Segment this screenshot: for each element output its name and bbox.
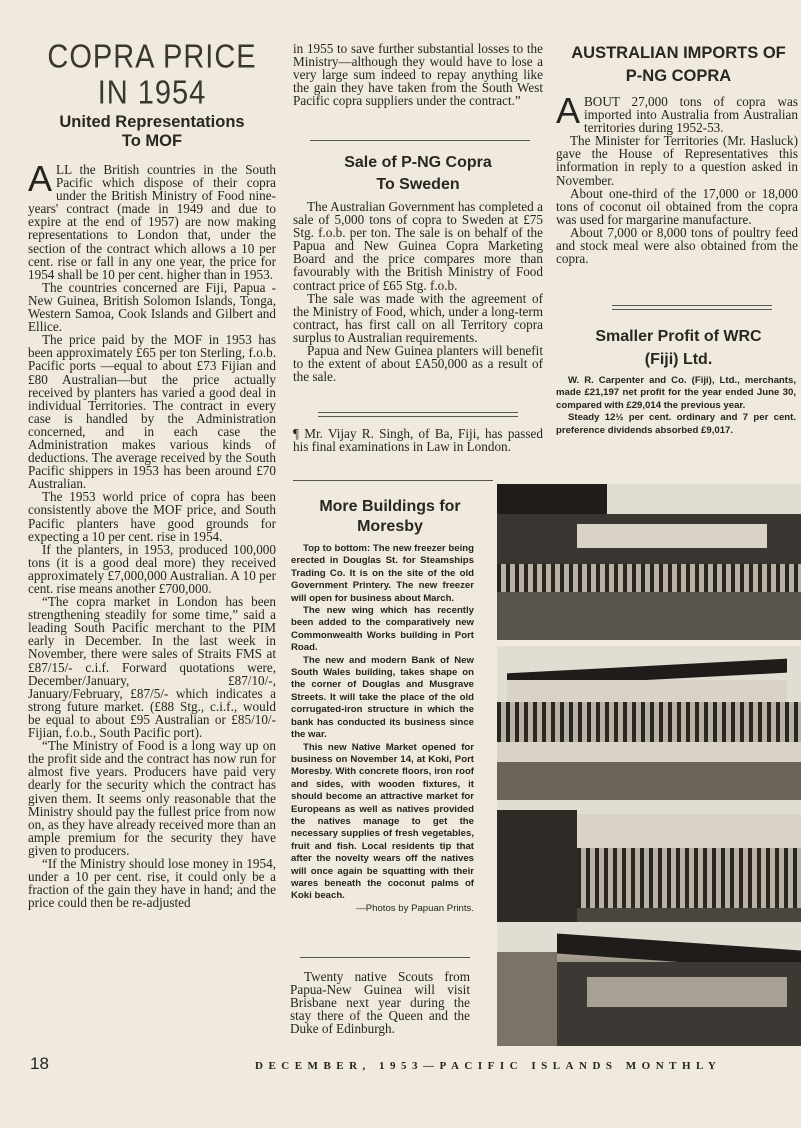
article-paragraph: The price paid by the MOF in 1953 has been approximately £65 per ton Sterling, f.o.b. Pacific ports —equal to about £73 Fijian and £80 Australian—but the price actually received by planters has varied a good deal in individual Territories. The contract in every case is handled by the Administration concerned, and in each case the Administration makes various kinds of deductions. The average received by the South Pacific shippers in 1953 has been around £70 Australian. — [28, 332, 276, 492]
article-paragraph: “The Ministry of Food is a long way up on the profit side and the contract has now run for almost five years. Producers have paid very dearly for the security which the contract has given them. It seems only reasonable that the Ministry should pay the fullest price from now on, as they have already received more than an ample premium for the security they have given to producers. — [28, 738, 276, 858]
sweden-article — [293, 200, 543, 383]
page-number: 18 — [30, 1054, 49, 1073]
wrc-heading — [556, 325, 801, 371]
imports-heading — [556, 42, 801, 88]
subheading-line-1: United Representations — [59, 113, 245, 131]
copra-price-headline — [28, 40, 276, 111]
article-paragraph: The sale was made with the agreement of the Ministry of Food, which, under a long-term contract, has first call on all Territory copra surplus to Australian requirements. — [293, 290, 543, 345]
divider — [310, 140, 530, 141]
article-paragraph: About 7,000 or 8,000 tons of poultry feed and stock meal were also obtained from the copra. — [556, 224, 798, 267]
imports-article — [556, 90, 798, 267]
page-footer — [0, 1054, 801, 1084]
article-paragraph: Papua and New Guinea planters will benefit to the extent of about £A50,000 as a result of the sale. — [293, 343, 543, 385]
sweden-heading-line-2: To Sweden — [376, 176, 460, 193]
scouts-note-text: Twenty native Scouts from Papua-New Guinea will visit Brisbane next year during the stay there of the Queen and the Duke of Edinburgh. — [290, 969, 470, 1037]
article-paragraph: “If the Ministry should lose money in 1954, under a 10 per cent. rise, it could only be a fraction of the gain they have in hand; and the price could then be re-adjusted — [28, 855, 276, 911]
article-paragraph: ABOUT 27,000 tons of copra was imported into Australia from Australian territories during 1952-53. — [556, 90, 798, 136]
photo-commonwealth-works-building — [497, 646, 801, 802]
article-paragraph: The 1953 world price of copra has been consistently above the MOF price, and South Pacific planters have good grounds for expecting a 10 per cent. rise in 1954. — [28, 489, 276, 544]
divider — [300, 957, 470, 958]
article-paragraph: ALL the British countries in the South Pacific which dispose of their copra under the British Ministry of Food nine-years' contract (made in 1949 and due to expire at the end of 1957) are now making representations to London that, under the section of the contract which allows a 10 per cent. rise or fall in any one year, the price for 1954 shall be 10 per cent. higher than in 1953. — [28, 158, 276, 282]
moresby-heading — [300, 497, 480, 537]
article-paragraph: W. R. Carpenter and Co. (Fiji), Ltd., merchants, made £21,197 net profit for the year ended June 30, compared with £29,014 the previous year. — [556, 375, 796, 411]
wrc-article — [556, 375, 796, 437]
copra-price-article — [28, 158, 276, 911]
moresby-heading-line-2: Moresby — [357, 518, 423, 535]
divider — [612, 305, 772, 310]
divider — [318, 412, 518, 417]
scouts-note — [290, 970, 470, 1035]
sweden-heading-line-1: Sale of P-NG Copra — [344, 154, 492, 171]
drop-cap: A — [28, 158, 53, 199]
article-paragraph: Steady 12½ per cent. ordinary and 7 per cent. preference dividends absorbed £9,017. — [556, 412, 796, 436]
photo-credit: —Photos by Papuan Prints. — [356, 902, 474, 914]
footer-publication-line: DECEMBER, 1953—PACIFIC ISLANDS MONTHLY — [255, 1060, 722, 1072]
article-paragraph: If the planters, in 1953, produced 100,000 tons (it is a good deal more) they received approximately £7,000,000 Australian. A 10 per cent. rise means another £700,000. — [28, 541, 276, 596]
copra-price-continuation — [293, 42, 543, 107]
imports-heading-line-2: P-NG COPRA — [625, 67, 732, 85]
continuation-paragraph: in 1955 to save further substantial losses to the Ministry—although they would have to lose a very large sum indeed to repay anything like the gain they have taken from the South West Pacific copra suppliers under the contract.” — [293, 41, 543, 109]
caption-paragraph: The new wing which has recently been added to the comparatively new Commonwealth Works building in Port Road. — [291, 605, 474, 654]
article-paragraph: About one-third of the 17,000 or 18,000 tons of coconut oil obtained from the copra was used for margarine manufacture. — [556, 185, 798, 227]
article-paragraph: “The copra market in London has been strengthening steadily for some time,” said a leading South Pacific merchant to the PIM early in December. In the last week in November, there were sales of Straits FMS at £87/15/- c.i.f. Forward quotations were, December/January, £87/10/-, January/February, £87/5/- which indicates a strong future market. (£88 Stg., c.i.f., would be equal to about £95 Australian or £85/10/- Fijian, f.o.b., South Pacific port). — [28, 594, 276, 741]
article-paragraph: The Minister for Territories (Mr. Hasluck) gave the House of Representatives this information in reply to a question asked in November. — [556, 133, 798, 188]
singh-note — [293, 427, 543, 453]
photo-native-market — [497, 922, 801, 1046]
moresby-heading-line-1: More Buildings for — [319, 498, 461, 515]
photo-freezer-building — [497, 484, 801, 640]
moresby-captions — [291, 543, 474, 915]
caption-paragraph: The new and modern Bank of New South Wales building, takes shape on the corner of Douglas and Musgrave Streets. It will take the place of the old corrugated-iron structure in which the bank has conducted its business since the war. — [291, 654, 474, 741]
copra-price-subheading — [28, 113, 276, 151]
drop-cap: A — [556, 90, 581, 131]
article-paragraph: The Australian Government has completed a sale of 5,000 tons of copra to Sweden at £75 Stg. f.o.b. per ton. The sale is on behalf of the Papua and New Guinea Copra Marketing Board and the price compares more than favourably with the British Ministry of Food contract price of £65 Stg. f.o.b. — [293, 199, 543, 293]
caption-paragraph: This new Native Market opened for business on November 14, at Koki, Port Moresby. With concrete floors, iron roof and sides, with wooden fixtures, it should become an attractive market for Europeans as well as natives provided the natives manage to get the necessary supplies of fresh vegetables, fruit and fish. Local residents tip that after the novelty wears off the natives will once again be squatting with their wares beneath the coconut palms of Koki beach. — [291, 741, 474, 902]
caption-paragraph: Top to bottom: The new freezer being erected in Douglas St. for Steamships Trading Co. It is on the site of the old Government Printery. The new freezer will open for business about March. — [291, 543, 474, 604]
singh-note-text: ¶ Mr. Vijay R. Singh, of Ba, Fiji, has passed his final examinations in Law in London. — [293, 426, 543, 455]
subheading-line-2: To MOF — [121, 132, 183, 150]
wrc-heading-line-2: (Fiji) Ltd. — [644, 351, 713, 368]
wrc-heading-line-1: Smaller Profit of WRC — [595, 328, 762, 345]
headline-line-2: IN 1954 — [97, 74, 207, 112]
headline-line-1: COPRA PRICE — [47, 38, 257, 76]
article-paragraph: The countries concerned are Fiji, Papua - New Guinea, British Solomon Islands, Tonga, Western Samoa, Cook Islands and Gilbert and Ellice. — [28, 279, 276, 335]
imports-heading-line-1: AUSTRALIAN IMPORTS OF — [571, 44, 786, 62]
sweden-heading — [293, 152, 543, 196]
divider — [293, 480, 493, 481]
